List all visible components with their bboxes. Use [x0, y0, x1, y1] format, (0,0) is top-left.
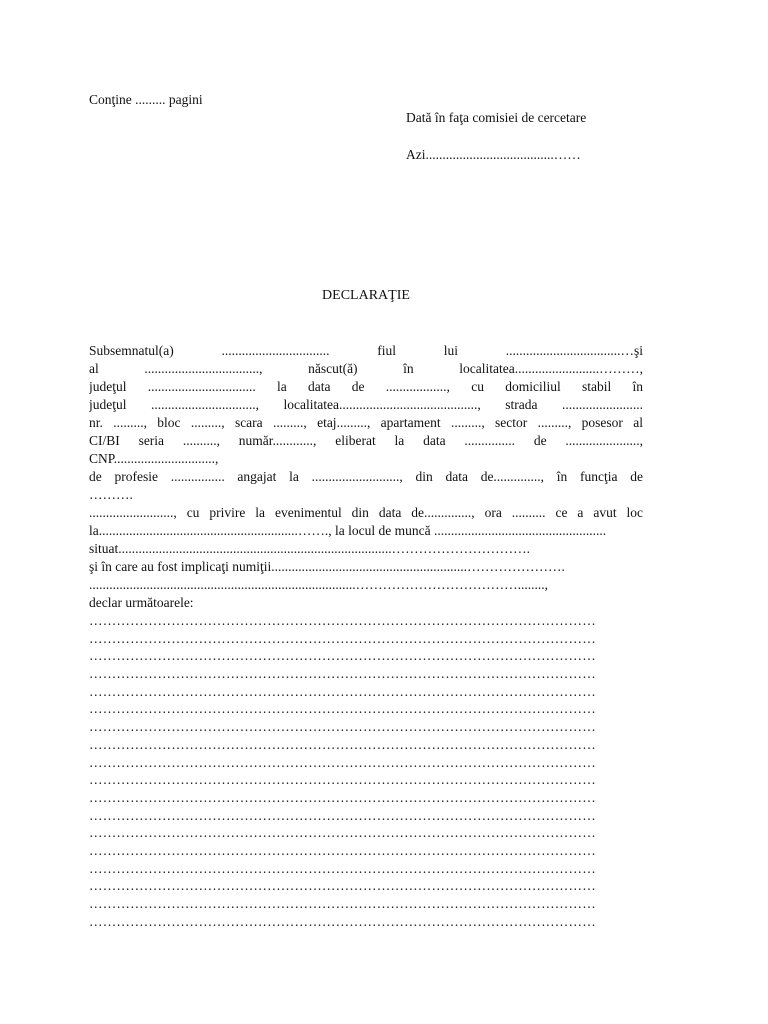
blank-statement-line: …………………………………………………………………………………………………: [89, 913, 596, 929]
blank-statement-line: …………………………………………………………………………………………………: [89, 701, 596, 717]
blank-statement-line: …………………………………………………………………………………………………: [89, 719, 596, 735]
blank-statement-line: …………………………………………………………………………………………………: [89, 683, 596, 699]
body-line: şi în care au fost implicaţi numiţii..........................................................………………….: [89, 559, 565, 574]
blank-statement-line: …………………………………………………………………………………………………: [89, 666, 596, 682]
body-line: judeţul ................................ la data de .................., cu domiciliul stabil în: [89, 379, 643, 394]
blank-statement-line: …………………………………………………………………………………………………: [89, 772, 596, 788]
body-line: CNP..............................,: [89, 451, 219, 466]
blank-statement-line: …………………………………………………………………………………………………: [89, 736, 596, 752]
body-line: al .................................., născut(ă) în localitatea.........................………,: [89, 361, 643, 376]
given-before-commission: Dată în faţa comisiei de cercetare: [406, 110, 587, 125]
blank-statement-line: …………………………………………………………………………………………………: [89, 613, 596, 628]
date-today-field: Azi......................................……: [406, 147, 581, 162]
blank-statement-line: …………………………………………………………………………………………………: [89, 754, 596, 770]
page-count-note: Conţine ......... pagini: [89, 92, 203, 107]
declaration-body: [89, 342, 643, 612]
blank-statement-line: …………………………………………………………………………………………………: [89, 807, 596, 823]
body-line: la...........................................................……., la locul de muncă ...................................................: [89, 523, 607, 538]
body-line: situat.................................................................................………………………….: [89, 541, 530, 556]
body-line: ……….: [89, 487, 133, 502]
body-line: Subsemnatul(a) ................................ fiul lui ..................................…şi: [89, 343, 643, 358]
document-title: DECLARAŢIE: [322, 288, 410, 303]
blank-statement-line: …………………………………………………………………………………………………: [89, 896, 596, 911]
blank-statement-line: …………………………………………………………………………………………………: [89, 648, 596, 664]
declare-following-label: declar următoarele:: [89, 595, 194, 610]
statement-lines: [89, 612, 634, 930]
blank-statement-line: …………………………………………………………………………………………………: [89, 842, 596, 858]
blank-statement-line: …………………………………………………………………………………………………: [89, 825, 596, 841]
body-line: ...............................................................................………………………………........,: [89, 577, 548, 592]
body-line: judeţul ..............................., localitatea........................................., strada ........................: [89, 397, 643, 412]
body-line: ........................., cu privire la evenimentul din data de.............., ora .......... ce a avut loc: [89, 505, 643, 520]
body-line: CI/BI seria .........., număr............, eliberat la data ............... de ......................,: [89, 433, 643, 448]
body-line: de profesie ................ angajat la .........................., din data de.............., în funcţia de: [89, 469, 643, 484]
body-line: nr. ........., bloc ........., scara ........., etaj........., apartament ........., sector ........., posesor al: [89, 415, 643, 430]
blank-statement-line: …………………………………………………………………………………………………: [89, 878, 596, 894]
blank-statement-line: …………………………………………………………………………………………………: [89, 630, 596, 646]
blank-statement-line: …………………………………………………………………………………………………: [89, 860, 596, 876]
blank-statement-line: …………………………………………………………………………………………………: [89, 789, 596, 805]
